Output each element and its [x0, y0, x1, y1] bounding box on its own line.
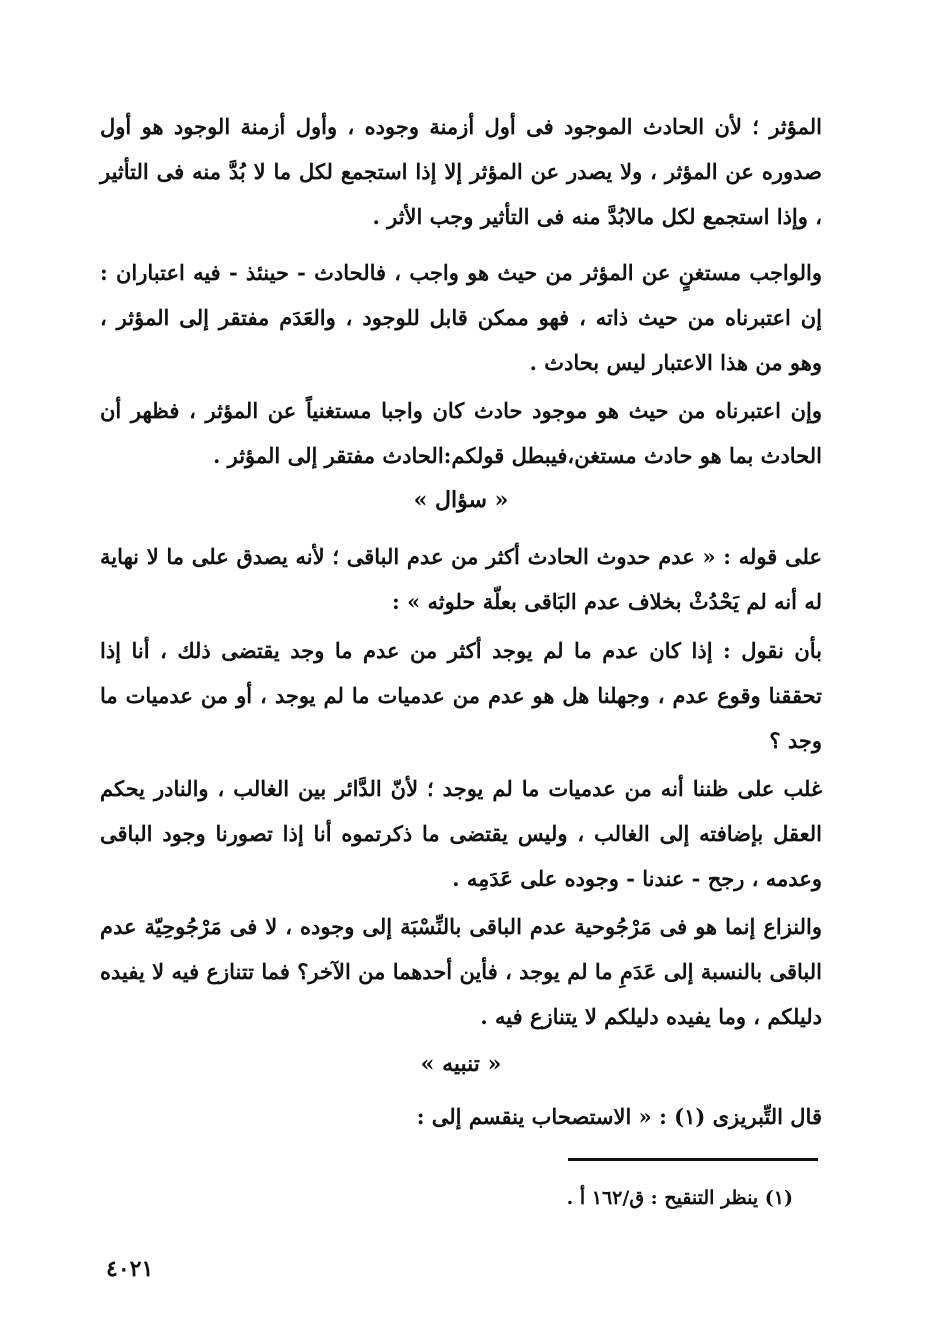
paragraph-8: قال التِّبريزى (١) : « الاستصحاب ينقسم إلى : [416, 1104, 822, 1129]
page-number: ٤٠٢١ [106, 1256, 154, 1282]
paragraph-5: بأن نقول : إذا كان عدم ما لم يوجد أكثر من عدم ما وجد يقتضى ذلك ، أنا إذا تحققنا وقوع عدم ، وجهلنا هل هو عدم من عدميات ما لم يوجد ، أو من عدميات ما وجد ؟ [100, 638, 822, 753]
paragraph-6: غلب على ظننا أنه من عدميات ما لم يوجد ؛ لأنّ الدَّائر بين الغالب ، والنادر يحكم العقل بإضافته إلى الغالب ، وليس يقتضى ما ذكرتموه أنا إذا تصورنا وجود الباقى وعدمه ، رجح - عندنا - وجوده على عَدَمِه . [100, 776, 822, 891]
footnote: (١) ينظر التنقيح : ق/١٦٢ أ . [566, 1187, 793, 1209]
paragraph-1: المؤثر ؛ لأن الحادث الموجود فى أول أزمنة وجوده ، وأول أزمنة الوجود هو أول صدوره عن المؤثر ، ولا يصدر عن المؤثر إلا إذا استجمع لكل ما لا بُدَّ منه فى التأثير ، وإذا استجمع لكل مالابُدَّ منه فى التأثير وجب الأثر . [100, 114, 822, 229]
footnote-divider [568, 1158, 818, 1161]
section-heading-question: « سؤال » [413, 487, 509, 513]
section-heading-notice: « تنبيه » [420, 1051, 502, 1077]
paragraph-3: وإن اعتبرناه من حيث هو موجود حادث كان واجبا مستغنياً عن المؤثر ، فظهر أن الحادث بما هو حادث مستغن،فيبطل قولكم:الحادث مفتقر إلى المؤثر . [100, 398, 822, 468]
paragraph-4: على قوله : « عدم حدوث الحادث أكثر من عدم الباقى ؛ لأنه يصدق على ما لا نهاية له أنه لم يَحْدُثْ بخلاف عدم البَاقى بعلّة حلوثه » : [100, 544, 822, 614]
paragraph-2: والواجب مستغنٍ عن المؤثر من حيث هو واجب ، فالحادث - حينئذ - فيه اعتباران : إن اعتبرناه من حيث ذاته ، فهو ممكن قابل للوجود ، والعَدَم مفتقر إلى المؤثر ، وهو من هذا الاعتبار ليس بحادث . [100, 260, 822, 375]
paragraph-7: والنزاع إنما هو فى مَرْجُوحية عدم الباقى بالنِّسْبَة إلى وجوده ، لا فى مَرْجُوحِيّة عدم الباقى بالنسبة إلى عَدَمِ ما لم يوجد ، فأين أحدهما من الآخر؟ فما تتنازع فيه لا يفيده دليلكم ، وما يفيده دليلكم لا يتنازع فيه . [100, 914, 822, 1029]
